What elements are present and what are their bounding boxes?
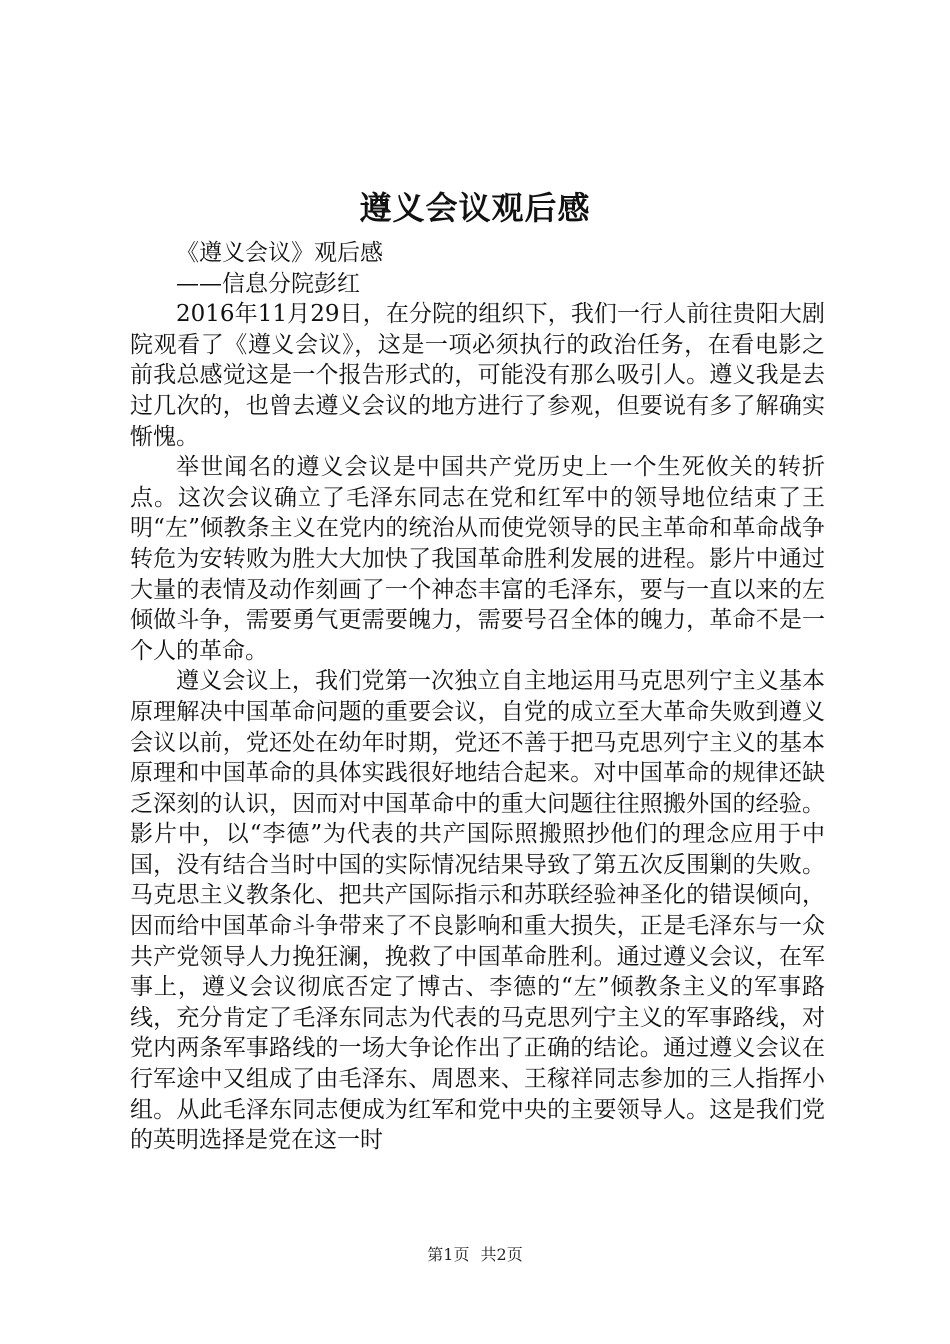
page-footer	[0, 1244, 950, 1266]
author-line: ——信息分院彭红	[176, 270, 360, 297]
page-total: 共2页	[480, 1245, 523, 1264]
paragraph: 遵义会议上，我们党第一次独立自主地运用马克思列宁主义基本原理解决中国革命问题的重要会议，自党的成立至大革命失败到遵义会议以前，党还处在幼年时期，党还不善于把马克思列宁主义的基本原理和中国革命的具体实践很好地结合起来。对中国革命的规律还缺乏深刻的认识，因而对中国革命中的重大问题往往照搬外国的经验。影片中，以“李德”为代表的共产国际照搬照抄他们的理念应用于中国，没有结合当时中国的实际情况结果导致了第五次反围剿的失败。马克思主义教条化、把共产国际指示和苏联经验神圣化的错误倾向，因而给中国革命斗争带来了不良影响和重大损失，正是毛泽东与一众共产党领导人力挽狂澜，挽救了中国革命胜利。通过遵义会议，在军事上，遵义会议彻底否定了博古、李德的“左”倾教条主义的军事路线，充分肯定了毛泽东同志为代表的马克思列宁主义的军事路线，对党内两条军事路线的一场大争论作出了正确的结论。通过遵义会议在行军途中又组成了由毛泽东、周恩来、王稼祥同志参加的三人指挥小组。从此毛泽东同志便成为红军和党中央的主要领导人。这是我们党的英明选择是党在这一时	[130, 668, 825, 1154]
paragraph: 举世闻名的遵义会议是中国共产党历史上一个生死攸关的转折点。这次会议确立了毛泽东同志在党和红军中的领导地位结束了王明“左”倾教条主义在党内的统治从而使党领导的民主革命和革命战争转危为安转败为胜大大加快了我国革命胜利发展的进程。影片中通过大量的表情及动作刻画了一个神态丰富的毛泽东，要与一直以来的左倾做斗争，需要勇气更需要魄力，需要号召全体的魄力，革命不是一个人的革命。	[130, 454, 825, 664]
page-number: 第1页	[427, 1245, 470, 1264]
subtitle-line: 《遵义会议》观后感	[176, 240, 383, 266]
document-body	[130, 238, 825, 1156]
paragraph: 2016年11月29日，在分院的组织下，我们一行人前往贵阳大剧院观看了《遵义会议》，这是一项必须执行的政治任务，在看电影之前我总感觉这是一个报告形式的，可能没有那么吸引人。遵义我是去过几次的，也曾去遵义会议的地方进行了参观，但要说有多了解确实惭愧。	[130, 301, 825, 450]
document-title: 遵义会议观后感	[359, 189, 591, 227]
